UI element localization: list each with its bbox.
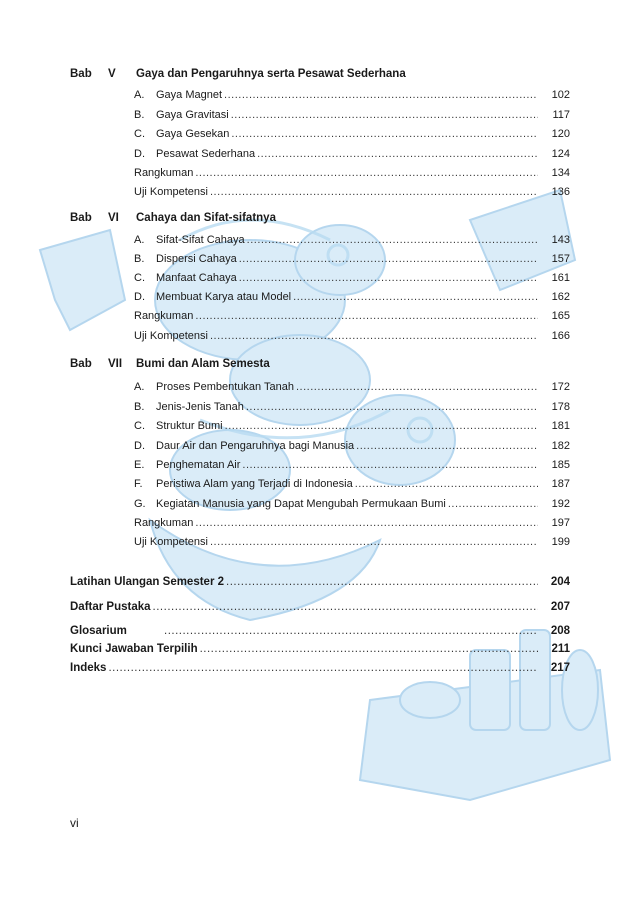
toc-entry[interactable]: E. Penghematan Air ..... 185: [134, 459, 570, 471]
toc-entry[interactable]: [134, 517, 570, 529]
page-number: 197: [551, 517, 570, 529]
toc-entry[interactable]: [134, 186, 570, 198]
entry-title: Penghematan Air: [156, 459, 241, 471]
page-number: 143: [551, 234, 570, 246]
toc-entry[interactable]: A. Gaya Magnet ..... 102: [134, 89, 570, 101]
toc-entry[interactable]: [134, 310, 570, 322]
page-number: 211: [551, 643, 570, 655]
toc-entry[interactable]: F. Peristiwa Alam yang Terjadi di Indonesia ..... 187: [134, 478, 570, 490]
entry-title: Glosarium: [70, 625, 127, 637]
entry-title: Rangkuman: [134, 167, 194, 179]
chapter-title: Bumi dan Alam Semesta: [136, 358, 270, 370]
page-number: 208: [550, 625, 570, 637]
entry-title: Rangkuman: [134, 517, 194, 529]
toc-entry[interactable]: [70, 576, 570, 588]
toc-entry[interactable]: A. Proses Pembentukan Tanah ..... 172: [134, 381, 570, 393]
page-number: 124: [551, 148, 570, 160]
chapter-number: VI: [108, 212, 119, 224]
page-number: 192: [551, 498, 570, 510]
chapter-label: Bab: [70, 358, 92, 370]
page-number: 207: [550, 601, 570, 613]
chapter-title: Gaya dan Pengaruhnya serta Pesawat Sederhana: [136, 68, 406, 80]
entry-title: Manfaat Cahaya: [156, 272, 237, 284]
page-number: 172: [551, 381, 570, 393]
entry-title: Latihan Ulangan Semester 2: [70, 576, 225, 588]
page-number: 182: [551, 440, 570, 452]
page-number: 102: [551, 89, 570, 101]
page-number: 178: [551, 401, 570, 413]
entry-title: Uji Kompetensi: [134, 186, 208, 198]
chapter-label: Bab: [70, 68, 92, 80]
toc-entry[interactable]: C. Gaya Gesekan ..... 120: [134, 128, 570, 140]
entry-title: Proses Pembentukan Tanah: [156, 381, 294, 393]
entry-title: Peristiwa Alam yang Terjadi di Indonesia: [156, 478, 353, 490]
toc-entry[interactable]: D. Membuat Karya atau Model ..... 162: [134, 291, 570, 303]
page-number: 134: [551, 167, 570, 179]
toc-entry[interactable]: C. Struktur Bumi ..... 181: [134, 420, 570, 432]
page-folio: vi: [70, 816, 79, 830]
entry-title: Daftar Pustaka: [70, 601, 151, 613]
toc-entry[interactable]: [70, 601, 570, 613]
entry-title: Gaya Gravitasi: [156, 109, 229, 121]
page-number: 136: [551, 186, 570, 198]
entry-title: Indeks: [70, 662, 107, 674]
toc-entry[interactable]: C. Manfaat Cahaya ..... 161: [134, 272, 570, 284]
page-number: 185: [551, 459, 570, 471]
page-number: 157: [551, 253, 570, 265]
page-number: 162: [551, 291, 570, 303]
entry-title: Gaya Gesekan: [156, 128, 230, 140]
entry-title: Gaya Magnet: [156, 89, 223, 101]
toc-entry[interactable]: [70, 625, 570, 637]
chapter-number: V: [108, 68, 116, 80]
toc-entry[interactable]: [134, 330, 570, 342]
page-number: 166: [551, 330, 570, 342]
entry-title: Pesawat Sederhana: [156, 148, 256, 160]
entry-title: Kunci Jawaban Terpilih: [70, 643, 198, 655]
page-number: 204: [550, 576, 570, 588]
toc-entry[interactable]: A. Sifat-Sifat Cahaya ..... 143: [134, 234, 570, 246]
toc-entry[interactable]: B. Gaya Gravitasi ..... 117: [134, 109, 570, 121]
entry-title: Sifat-Sifat Cahaya: [156, 234, 245, 246]
entry-title: Kegiatan Manusia yang Dapat Mengubah Permukaan Bumi: [156, 498, 446, 510]
entry-title: Dispersi Cahaya: [156, 253, 237, 265]
toc-entry[interactable]: [70, 643, 570, 655]
entry-title: Jenis-Jenis Tanah: [156, 401, 244, 413]
entry-title: Membuat Karya atau Model: [156, 291, 292, 303]
page-number: 117: [552, 109, 570, 121]
page-number: 217: [550, 662, 570, 674]
toc-entry[interactable]: D. Pesawat Sederhana ..... 124: [134, 148, 570, 160]
toc-entry[interactable]: [70, 662, 570, 674]
page-number: 199: [551, 536, 570, 548]
entry-title: Uji Kompetensi: [134, 536, 208, 548]
entry-title: Uji Kompetensi: [134, 330, 208, 342]
chapter-number: VII: [108, 358, 123, 370]
page-number: 161: [551, 272, 570, 284]
chapter-label: Bab: [70, 212, 92, 224]
entry-title: Rangkuman: [134, 310, 194, 322]
chapter-title: Cahaya dan Sifat-sifatnya: [136, 212, 276, 224]
toc-entry[interactable]: [134, 167, 570, 179]
toc-entry[interactable]: G. Kegiatan Manusia yang Dapat Mengubah Permukaan Bumi ..... 192: [134, 498, 570, 510]
page-number: 165: [551, 310, 570, 322]
toc-entry[interactable]: B. Dispersi Cahaya ..... 157: [134, 253, 570, 265]
toc-entry[interactable]: [134, 536, 570, 548]
entry-title: Daur Air dan Pengaruhnya bagi Manusia: [156, 440, 355, 452]
page-number: 181: [551, 420, 570, 432]
toc-entry[interactable]: B. Jenis-Jenis Tanah ..... 178: [134, 401, 570, 413]
entry-title: Struktur Bumi: [156, 420, 223, 432]
toc-entry[interactable]: D. Daur Air dan Pengaruhnya bagi Manusia ..... 182: [134, 440, 570, 452]
page-number: 187: [551, 478, 570, 490]
page-number: 120: [551, 128, 570, 140]
